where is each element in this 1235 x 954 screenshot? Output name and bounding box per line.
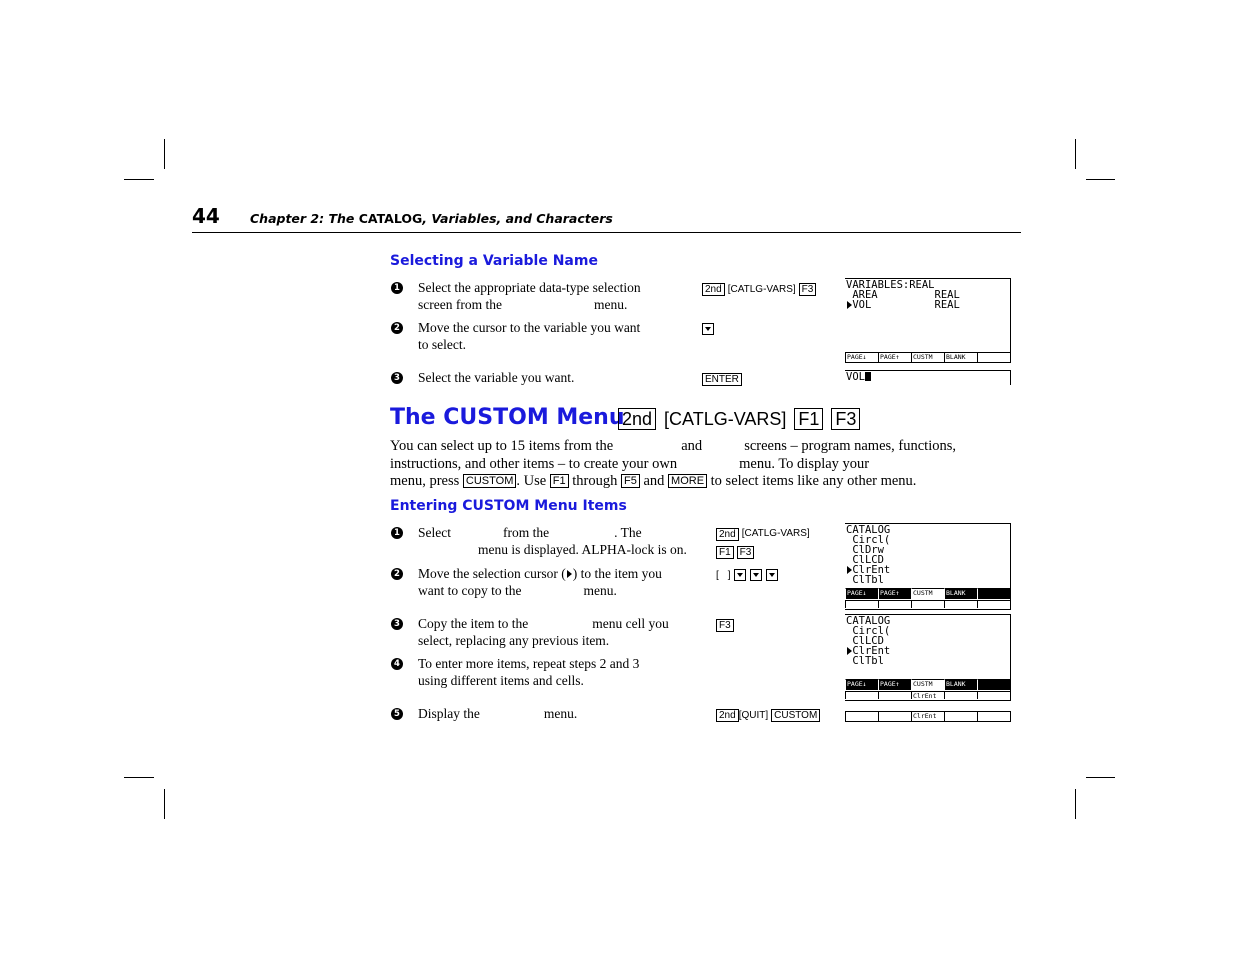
down-arrow-key-icon[interactable] <box>734 569 746 581</box>
cursor-icon <box>847 301 852 309</box>
menu-cell[interactable]: CUSTM <box>911 588 944 599</box>
step-line: Select the appropriate data-type selection <box>418 280 641 295</box>
key-custom[interactable]: CUSTOM <box>463 474 516 488</box>
crop-mark <box>164 789 165 819</box>
menu-cell[interactable]: CUSTM <box>911 352 944 362</box>
menu-cell[interactable]: PAGE↑ <box>878 352 911 362</box>
menu-cell[interactable]: CUSTM <box>911 679 944 690</box>
screen-line: ClTbl <box>846 574 884 586</box>
menu-cell[interactable]: ClrEnt <box>911 691 944 699</box>
crop-mark <box>1086 179 1115 180</box>
catalog-screen <box>845 614 1011 701</box>
chapter-title <box>250 211 613 226</box>
keystrokes <box>716 525 813 561</box>
section-title-entering-items: Entering CUSTOM Menu Items <box>390 498 627 514</box>
step-text: Display the menu. <box>418 706 578 721</box>
screen-line: ClLCD <box>846 554 884 566</box>
screen-line: Circl( <box>846 534 891 546</box>
step-line: menu is displayed. ALPHA-lock is on. <box>478 542 687 557</box>
step-line: to select. <box>418 337 466 352</box>
step-line-part: screen from the <box>418 297 502 312</box>
page-number: 44 <box>192 204 220 228</box>
step-line: Copy the item to the menu cell you <box>418 616 669 631</box>
catalog-screen <box>845 523 1011 610</box>
intro-paragraph <box>390 438 1030 491</box>
step-number: 5 <box>391 708 403 720</box>
crop-mark <box>124 777 154 778</box>
keystrokes <box>702 320 718 338</box>
menu-cell[interactable]: BLANK <box>944 679 977 690</box>
key-catlg-vars[interactable]: [CATLG-VARS] <box>664 409 787 429</box>
key-f1[interactable]: F1 <box>794 408 823 430</box>
step-number: 2 <box>391 322 403 334</box>
section-title-selecting-variable: Selecting a Variable Name <box>390 253 598 269</box>
menu-cell[interactable]: PAGE↓ <box>845 679 878 690</box>
paragraph-line: instructions, and other items – to create your own menu. To display your <box>390 455 870 472</box>
key-f3[interactable]: F3 <box>799 283 817 296</box>
step-line: using different items and cells. <box>418 673 584 688</box>
crop-mark <box>164 139 165 169</box>
step-line: want to copy to the menu. <box>418 583 617 598</box>
menu-cell[interactable] <box>977 679 1010 690</box>
step-text <box>418 279 693 313</box>
custom-menu-row <box>845 691 1010 699</box>
menu-cell[interactable]: PAGE↑ <box>878 588 911 599</box>
step-text <box>418 655 708 689</box>
selection-cursor-icon <box>567 570 572 578</box>
chapter-prefix: Chapter 2: The <box>250 211 359 226</box>
menu-cell[interactable] <box>944 691 977 699</box>
step-line <box>418 296 693 313</box>
step-line: Move the selection cursor ( ) to the item you <box>418 566 662 581</box>
chapter-catalog: CATALOG <box>358 211 423 226</box>
screen-line: VOL <box>845 371 1010 382</box>
down-arrow-key-icon[interactable] <box>766 569 778 581</box>
screen-menu <box>845 679 1010 690</box>
step-text <box>418 615 708 649</box>
menu-cell[interactable] <box>845 600 878 608</box>
screen-line: VOL REAL <box>846 299 960 311</box>
key-f1[interactable]: F1 <box>550 474 569 488</box>
menu-cell[interactable] <box>977 600 1010 608</box>
keystrokes <box>716 616 737 634</box>
menu-cell[interactable]: PAGE↓ <box>845 352 878 362</box>
title-keystrokes <box>618 408 868 430</box>
paragraph-line: You can select up to 15 items from the and screens – program names, functions, <box>390 438 956 454</box>
step-text: Select the variable you want. <box>418 370 575 385</box>
key-f3[interactable]: F3 <box>716 619 734 632</box>
step-line: select, replacing any previous item. <box>418 633 610 648</box>
down-arrow-key-icon[interactable] <box>702 323 714 335</box>
key-f5[interactable]: F5 <box>621 474 640 488</box>
key-f3[interactable]: F3 <box>737 546 755 559</box>
cursor-icon <box>847 566 852 574</box>
crop-mark <box>1075 789 1076 819</box>
step-text <box>418 565 708 599</box>
menu-cell[interactable] <box>911 600 944 608</box>
step-number: 1 <box>391 527 403 539</box>
step-line: Select from the . The <box>418 525 642 540</box>
key-enter[interactable]: ENTER <box>702 373 742 386</box>
menu-cell[interactable] <box>977 711 1010 721</box>
screen-line: CATALOG <box>846 524 891 536</box>
menu-cell[interactable] <box>944 711 977 721</box>
step-line-part: menu. <box>593 297 628 312</box>
key-catlg-vars[interactable]: [CATLG-VARS] <box>741 528 810 540</box>
down-arrow-key-icon[interactable] <box>750 569 762 581</box>
screen-menu <box>845 588 1010 599</box>
key-quit[interactable]: [QUIT] <box>738 709 769 721</box>
keystrokes <box>702 280 819 298</box>
key-f1[interactable]: F1 <box>716 546 734 559</box>
menu-cell[interactable]: BLANK <box>944 588 977 599</box>
screen-line: ClrEnt <box>846 564 891 576</box>
screen-line: ClDrw <box>846 544 884 556</box>
menu-cell[interactable] <box>977 352 1010 362</box>
section-title-custom-menu: The CUSTOM Menu <box>390 405 625 430</box>
screen-line: AREA REAL <box>846 289 960 301</box>
step-text <box>418 319 693 353</box>
crop-mark <box>1075 139 1076 169</box>
step-number: 2 <box>391 568 403 580</box>
calculator-screen-home <box>845 370 1011 385</box>
cursor-icon <box>847 647 852 655</box>
header-rule <box>192 232 1021 233</box>
menu-cell[interactable] <box>977 588 1010 599</box>
step-number: 1 <box>391 282 403 294</box>
step-number: 3 <box>391 372 403 384</box>
key-catlg-vars[interactable]: [CATLG-VARS] <box>727 283 796 295</box>
menu-cell[interactable] <box>845 711 878 721</box>
key-f3[interactable]: F3 <box>831 408 860 430</box>
key-custom[interactable]: CUSTOM <box>771 709 820 722</box>
menu-cell[interactable] <box>878 600 911 608</box>
screen-menu <box>845 352 1010 362</box>
screen-line: ClTbl <box>846 655 884 667</box>
screen-line: CATALOG <box>846 615 891 627</box>
block-cursor-icon <box>865 372 871 381</box>
menu-cell[interactable] <box>878 691 911 699</box>
key-more[interactable]: MORE <box>668 474 707 488</box>
key-2nd[interactable]: 2nd <box>618 408 656 430</box>
screen-line: Circl( <box>846 625 891 637</box>
menu-cell[interactable] <box>944 600 977 608</box>
step-line: To enter more items, repeat steps 2 and 3 <box>418 656 640 671</box>
keystrokes <box>702 370 745 388</box>
custom-menu-row <box>845 711 1010 721</box>
screen-line: ClrEnt <box>846 645 891 657</box>
step-text <box>418 524 708 558</box>
key-2nd[interactable]: 2nd <box>716 709 739 722</box>
step-number: 4 <box>391 658 403 670</box>
custom-menu-row <box>845 600 1010 608</box>
step-line: Move the cursor to the variable you want <box>418 320 641 335</box>
key-2nd[interactable]: 2nd <box>702 283 725 296</box>
crop-mark <box>124 179 154 180</box>
screen-line: ClLCD <box>846 635 884 647</box>
menu-cell[interactable]: BLANK <box>944 352 977 362</box>
step-number: 3 <box>391 618 403 630</box>
keystrokes <box>716 566 782 584</box>
crop-mark <box>1086 777 1115 778</box>
bracket-close: ] <box>727 569 731 581</box>
menu-cell[interactable]: PAGE↓ <box>845 588 878 599</box>
screen-line: VARIABLES:REAL <box>846 279 935 291</box>
key-2nd[interactable]: 2nd <box>716 528 739 541</box>
menu-cell[interactable]: ClrEnt <box>911 711 944 721</box>
keystrokes <box>716 706 823 724</box>
calculator-screen <box>845 278 1011 363</box>
menu-cell[interactable] <box>977 691 1010 699</box>
bracket-open: [ <box>716 569 719 581</box>
menu-cell[interactable] <box>845 691 878 699</box>
menu-cell[interactable]: PAGE↑ <box>878 679 911 690</box>
custom-menu-screen <box>845 711 1011 722</box>
chapter-suffix: , Variables, and Characters <box>422 211 613 226</box>
paragraph-line: menu, press CUSTOM . Use F1 through F5 and MORE to select items like any other menu. <box>390 473 917 489</box>
menu-cell[interactable] <box>878 711 911 721</box>
